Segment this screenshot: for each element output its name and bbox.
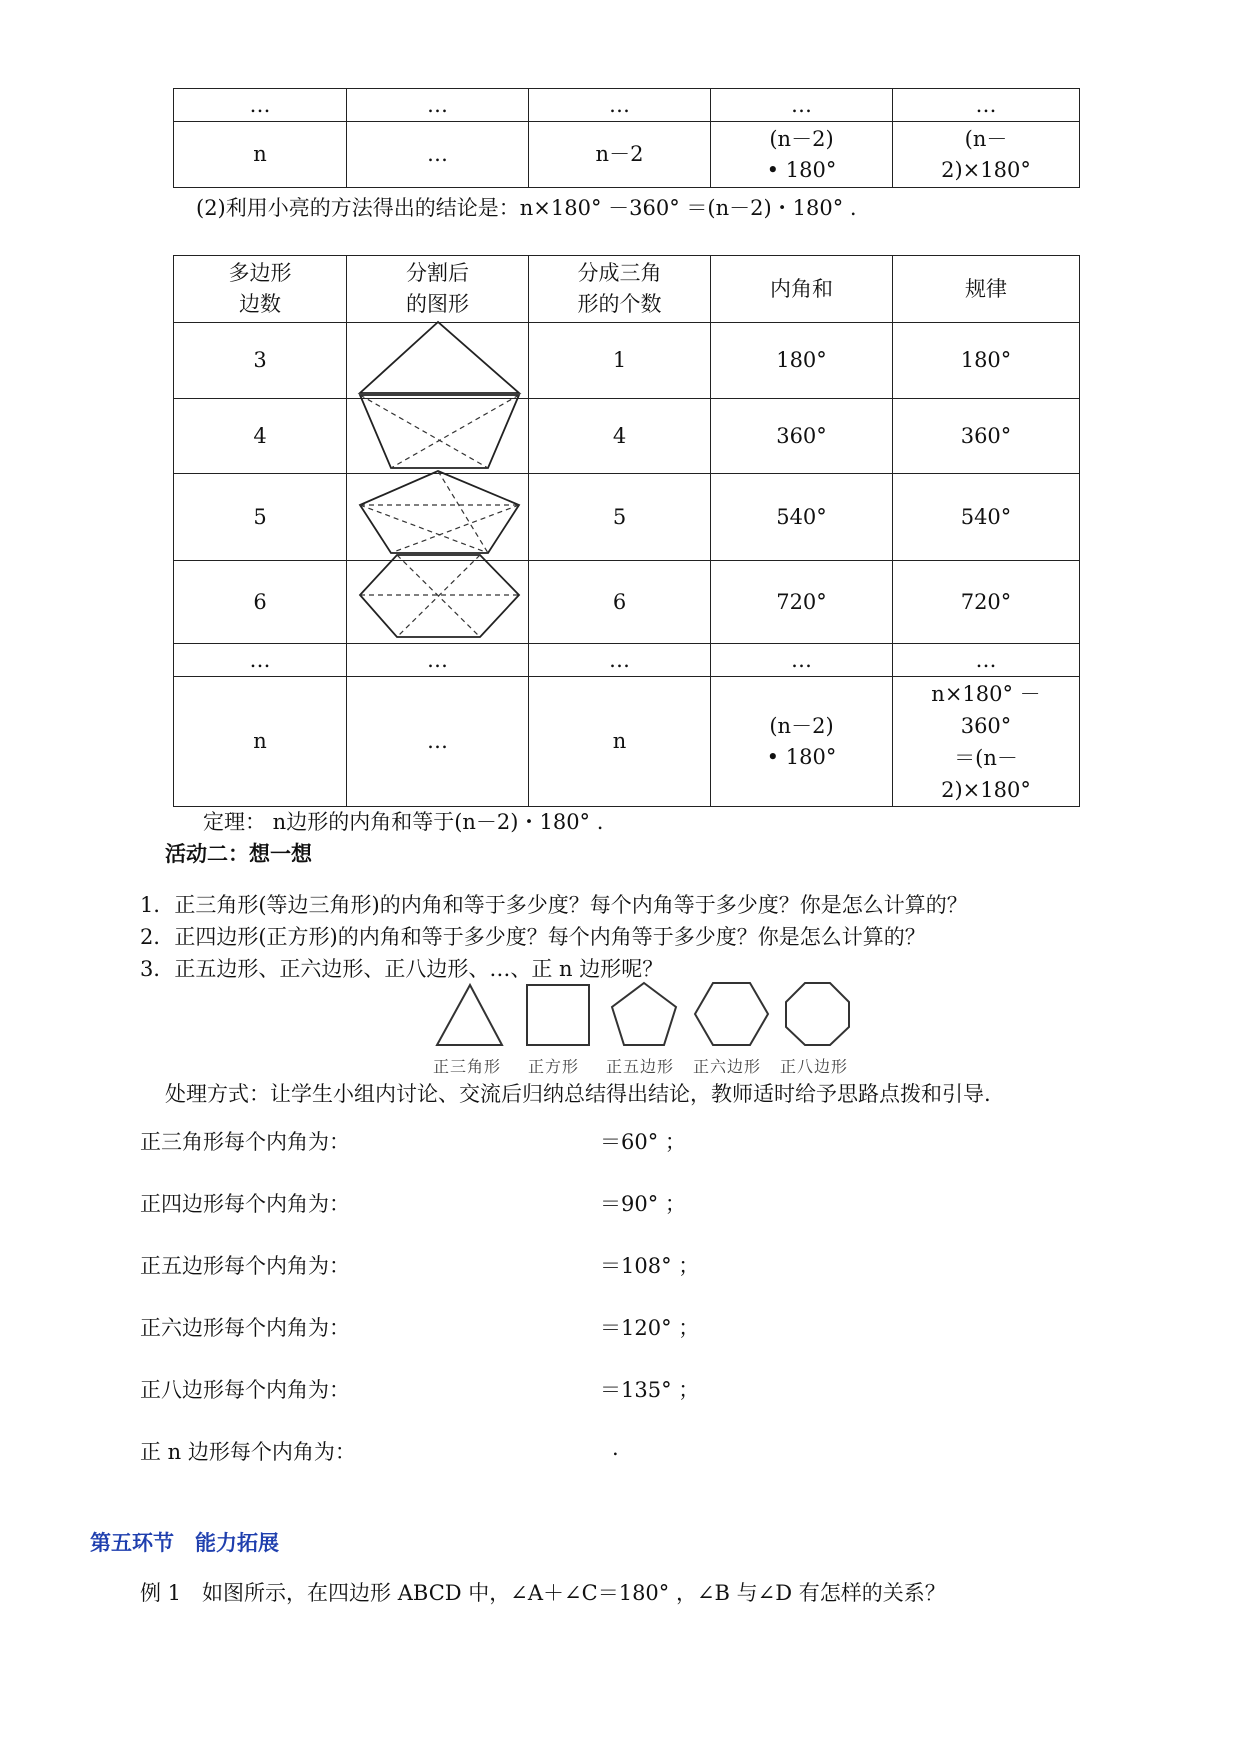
shape-label: 正方形 bbox=[528, 1057, 580, 1076]
cell: 540° bbox=[893, 474, 1080, 561]
angle-row bbox=[140, 1312, 350, 1342]
section5-heading: 第五环节 能力拓展 bbox=[90, 1531, 279, 1555]
angle-value: . bbox=[612, 1436, 619, 1460]
theorem-text: 定理： n边形的内角和等于(n－2)・180° . bbox=[203, 810, 604, 834]
hexagon-icon bbox=[695, 983, 768, 1045]
cell: … bbox=[174, 644, 347, 677]
cell: 4 bbox=[174, 399, 347, 474]
angle-value: ＝60° ； bbox=[600, 1130, 686, 1154]
cell: 5 bbox=[174, 474, 347, 561]
angle-row bbox=[140, 1250, 350, 1280]
cell: (n－2) • 180° bbox=[711, 122, 893, 188]
cell: n bbox=[529, 677, 711, 807]
angle-row bbox=[140, 1188, 350, 1218]
shape-label: 正六边形 bbox=[693, 1057, 762, 1076]
angle-row bbox=[140, 1374, 350, 1404]
angle-value: ＝108° ； bbox=[600, 1254, 700, 1278]
cell: 6 bbox=[529, 561, 711, 644]
question-3: 3．正五边形、正六边形、正八边形、…、正 n 边形呢？ bbox=[140, 957, 664, 981]
cell: 540° bbox=[711, 474, 893, 561]
cell: 360° bbox=[893, 399, 1080, 474]
angle-label: 正 n 边形每个内角为： bbox=[140, 1440, 356, 1464]
angle-value: ＝120° ； bbox=[600, 1316, 700, 1340]
cell: n－2 bbox=[529, 122, 711, 188]
angle-row bbox=[140, 1126, 350, 1156]
cell: … bbox=[347, 89, 529, 122]
cell: 720° bbox=[711, 561, 893, 644]
angle-label: 正三角形每个内角为： bbox=[140, 1130, 350, 1154]
cell: 3 bbox=[174, 323, 347, 399]
cell: 180° bbox=[711, 323, 893, 399]
header-cell: 内角和 bbox=[711, 256, 893, 323]
cell: … bbox=[174, 89, 347, 122]
conclusion-text: (2)利用小亮的方法得出的结论是：n×180° －360° ＝(n－2)・180° . bbox=[196, 196, 857, 220]
angle-label: 正五边形每个内角为： bbox=[140, 1254, 350, 1278]
angle-label: 正八边形每个内角为： bbox=[140, 1378, 350, 1402]
cell: 5 bbox=[529, 474, 711, 561]
pentagon-icon bbox=[612, 983, 676, 1045]
octagon-icon bbox=[786, 983, 849, 1045]
shape-label: 正五边形 bbox=[606, 1057, 675, 1076]
cell: … bbox=[347, 122, 529, 188]
cell: 1 bbox=[529, 323, 711, 399]
angle-row bbox=[140, 1436, 356, 1466]
shape-label: 正八边形 bbox=[780, 1057, 849, 1076]
cell: 720° bbox=[893, 561, 1080, 644]
cell: … bbox=[893, 89, 1080, 122]
cell: … bbox=[529, 89, 711, 122]
activity2-heading: 活动二：想一想 bbox=[165, 842, 312, 866]
cell: … bbox=[529, 644, 711, 677]
header-cell: 多边形 边数 bbox=[174, 256, 347, 323]
example1-text: 例 1 如图所示，在四边形 ABCD 中，∠A＋∠C＝180° ，∠B 与∠D 有怎样的关系？ bbox=[140, 1581, 946, 1605]
cell: … bbox=[711, 89, 893, 122]
method-text: 处理方式：让学生小组内讨论、交流后归纳总结得出结论，教师适时给予思路点拨和引导. bbox=[165, 1082, 991, 1106]
question-2: 2．正四边形(正方形)的内角和等于多少度？每个内角等于多少度？你是怎么计算的？ bbox=[140, 925, 926, 949]
shape-label: 正三角形 bbox=[433, 1057, 502, 1076]
cell: … bbox=[347, 677, 529, 807]
header-cell: 分割后 的图形 bbox=[347, 256, 529, 323]
question-1: 1．正三角形(等边三角形)的内角和等于多少度？每个内角等于多少度？你是怎么计算的？ bbox=[140, 893, 968, 917]
cell: 180° bbox=[893, 323, 1080, 399]
cell: 6 bbox=[174, 561, 347, 644]
angle-value: ＝90° ； bbox=[600, 1192, 686, 1216]
cell: … bbox=[711, 644, 893, 677]
cell: 360° bbox=[711, 399, 893, 474]
cell: (n－2) • 180° bbox=[711, 677, 893, 807]
angle-label: 正四边形每个内角为： bbox=[140, 1192, 350, 1216]
cell: n×180° － 360° ＝(n－ 2)×180° bbox=[893, 677, 1080, 807]
cell: n bbox=[174, 122, 347, 188]
square-icon bbox=[527, 985, 589, 1045]
cell: … bbox=[893, 644, 1080, 677]
cell: (n－ 2)×180° bbox=[893, 122, 1080, 188]
header-cell: 分成三角 形的个数 bbox=[529, 256, 711, 323]
header-cell: 规律 bbox=[893, 256, 1080, 323]
cell: 4 bbox=[529, 399, 711, 474]
angle-value: ＝135° ； bbox=[600, 1378, 700, 1402]
cell: n bbox=[174, 677, 347, 807]
cell: … bbox=[347, 644, 529, 677]
triangle-icon bbox=[437, 985, 502, 1045]
angle-label: 正六边形每个内角为： bbox=[140, 1316, 350, 1340]
